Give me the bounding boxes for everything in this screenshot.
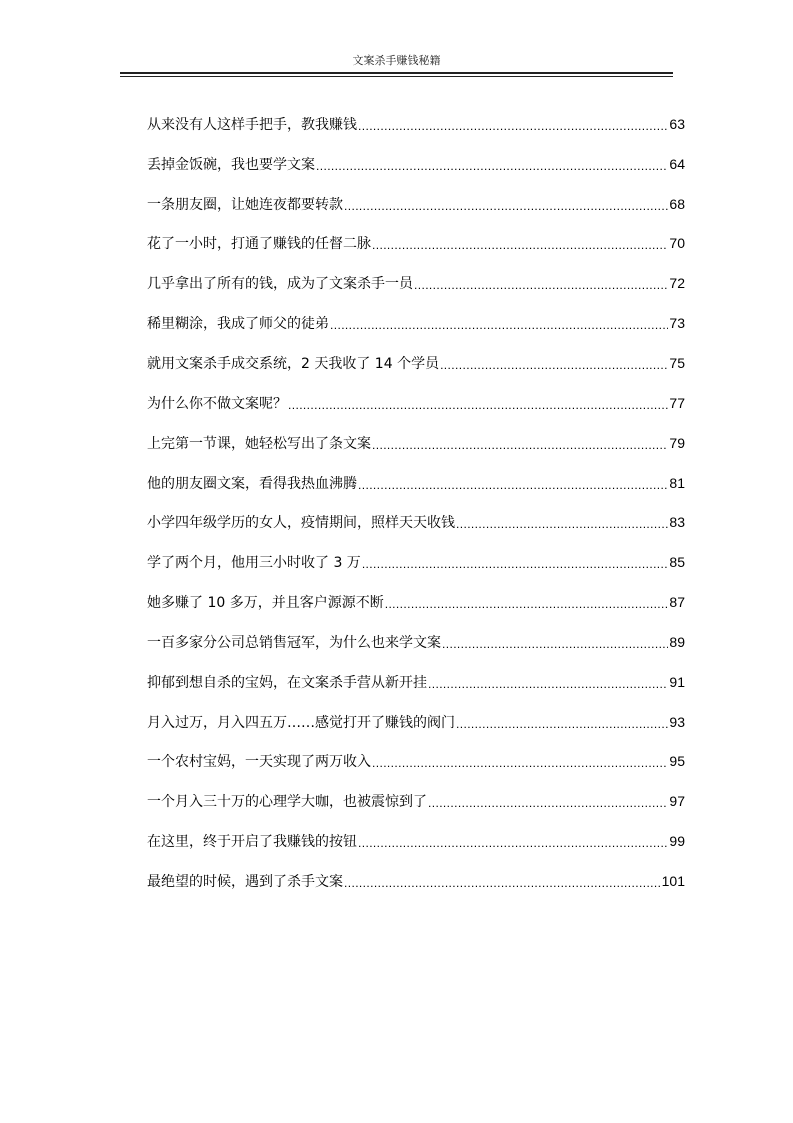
dot-leader bbox=[344, 195, 668, 213]
dot-leader bbox=[372, 752, 668, 770]
dot-leader bbox=[414, 274, 668, 292]
toc-entry-page-number: 70 bbox=[669, 235, 685, 252]
toc-entry[interactable] bbox=[147, 144, 685, 184]
toc-entry-page-number: 99 bbox=[669, 833, 685, 850]
toc-entry-page-number: 72 bbox=[669, 275, 685, 292]
toc-entry-page-number: 93 bbox=[669, 713, 685, 730]
toc-entry[interactable] bbox=[147, 383, 685, 423]
toc-entry-page-number: 63 bbox=[669, 115, 685, 132]
toc-entry-page-number: 83 bbox=[669, 514, 685, 531]
toc-entry[interactable] bbox=[147, 662, 685, 702]
toc-entry[interactable] bbox=[147, 542, 685, 582]
toc-entry-page-number: 85 bbox=[669, 554, 685, 571]
dot-leader bbox=[456, 713, 668, 731]
toc-entry-page-number: 87 bbox=[669, 594, 685, 611]
toc-entry-title: 一个月入三十万的心理学大咖，也被震惊到了 bbox=[147, 794, 427, 811]
dot-leader bbox=[372, 434, 668, 452]
dot-leader bbox=[442, 633, 668, 651]
toc-entry[interactable] bbox=[147, 702, 685, 742]
toc-entry-page-number: 64 bbox=[669, 155, 685, 172]
dot-leader bbox=[428, 792, 668, 810]
toc-entry[interactable] bbox=[147, 622, 685, 662]
toc-entry-title: 学了两个月，他用三小时收了 3 万 bbox=[147, 555, 361, 572]
toc-entry[interactable] bbox=[147, 303, 685, 343]
dot-leader bbox=[358, 832, 668, 850]
running-header: 文案杀手赚钱秘籍 bbox=[352, 54, 441, 67]
toc-entry[interactable] bbox=[147, 184, 685, 224]
toc-entry[interactable] bbox=[147, 104, 685, 144]
toc-entry-page-number: 73 bbox=[669, 315, 685, 332]
toc-entry-page-number: 79 bbox=[669, 434, 685, 451]
toc-entry-title: 丢掉金饭碗，我也要学文案 bbox=[147, 156, 315, 173]
dot-leader bbox=[358, 474, 668, 492]
dot-leader bbox=[440, 354, 668, 372]
toc-entry-title: 就用文案杀手成交系统，2 天我收了 14 个学员 bbox=[147, 355, 440, 372]
toc-entry-title: 在这里，终于开启了我赚钱的按钮 bbox=[147, 834, 357, 851]
toc-entry-page-number: 68 bbox=[669, 195, 685, 212]
toc-entry[interactable] bbox=[147, 463, 685, 503]
toc-entry[interactable] bbox=[147, 502, 685, 542]
toc-entry-page-number: 97 bbox=[669, 793, 685, 810]
toc-entry-title: 为什么你不做文案呢？ bbox=[147, 395, 287, 412]
toc-entry[interactable] bbox=[147, 861, 685, 901]
toc-entry-title: 她多赚了 10 多万，并且客户源源不断 bbox=[147, 595, 384, 612]
toc-entry[interactable] bbox=[147, 781, 685, 821]
dot-leader bbox=[362, 553, 669, 571]
toc-entry-title: 月入过万，月入四五万……感觉打开了赚钱的阀门 bbox=[147, 714, 455, 731]
toc-entry-title: 一条朋友圈，让她连夜都要转款 bbox=[147, 196, 343, 213]
toc-entry-page-number: 75 bbox=[669, 354, 685, 371]
toc-entry[interactable] bbox=[147, 742, 685, 782]
dot-leader bbox=[344, 872, 661, 890]
toc-entry[interactable] bbox=[147, 343, 685, 383]
dot-leader bbox=[385, 593, 669, 611]
toc-entry-title: 抑郁到想自杀的宝妈，在文案杀手营从新开挂 bbox=[147, 674, 427, 691]
toc-entry-page-number: 101 bbox=[661, 872, 685, 889]
dot-leader bbox=[288, 394, 668, 412]
dot-leader bbox=[358, 115, 668, 133]
dot-leader bbox=[456, 513, 668, 531]
toc-entry[interactable] bbox=[147, 263, 685, 303]
toc-entry[interactable] bbox=[147, 423, 685, 463]
toc-entry-title: 他的朋友圈文案，看得我热血沸腾 bbox=[147, 475, 357, 492]
toc-entry[interactable] bbox=[147, 224, 685, 264]
toc-entry-page-number: 89 bbox=[669, 633, 685, 650]
toc-entry-title: 小学四年级学历的女人，疫情期间，照样天天收钱 bbox=[147, 515, 455, 532]
toc-entry-page-number: 91 bbox=[669, 673, 685, 690]
toc-entry-title: 上完第一节课，她轻松写出了条文案 bbox=[147, 435, 371, 452]
toc-entry-title: 最绝望的时候，遇到了杀手文案 bbox=[147, 873, 343, 890]
table-of-contents bbox=[147, 104, 685, 901]
toc-entry-page-number: 77 bbox=[669, 394, 685, 411]
dot-leader bbox=[428, 673, 668, 691]
toc-entry-page-number: 81 bbox=[669, 474, 685, 491]
toc-entry-page-number: 95 bbox=[669, 753, 685, 770]
toc-entry-title: 花了一小时，打通了赚钱的任督二脉 bbox=[147, 236, 371, 253]
toc-entry-title: 一个农村宝妈，一天实现了两万收入 bbox=[147, 754, 371, 771]
dot-leader bbox=[316, 155, 668, 173]
toc-entry-title: 几乎拿出了所有的钱，成为了文案杀手一员 bbox=[147, 276, 413, 293]
header-rule-thick bbox=[120, 72, 673, 74]
toc-entry-title: 一百多家分公司总销售冠军，为什么也来学文案 bbox=[147, 634, 441, 651]
dot-leader bbox=[372, 234, 668, 252]
toc-entry[interactable] bbox=[147, 582, 685, 622]
toc-entry-title: 稀里糊涂，我成了师父的徒弟 bbox=[147, 316, 329, 333]
toc-entry-title: 从来没有人这样手把手，教我赚钱 bbox=[147, 116, 357, 133]
toc-entry[interactable] bbox=[147, 821, 685, 861]
header-rule-thin bbox=[120, 76, 673, 77]
dot-leader bbox=[330, 314, 668, 332]
